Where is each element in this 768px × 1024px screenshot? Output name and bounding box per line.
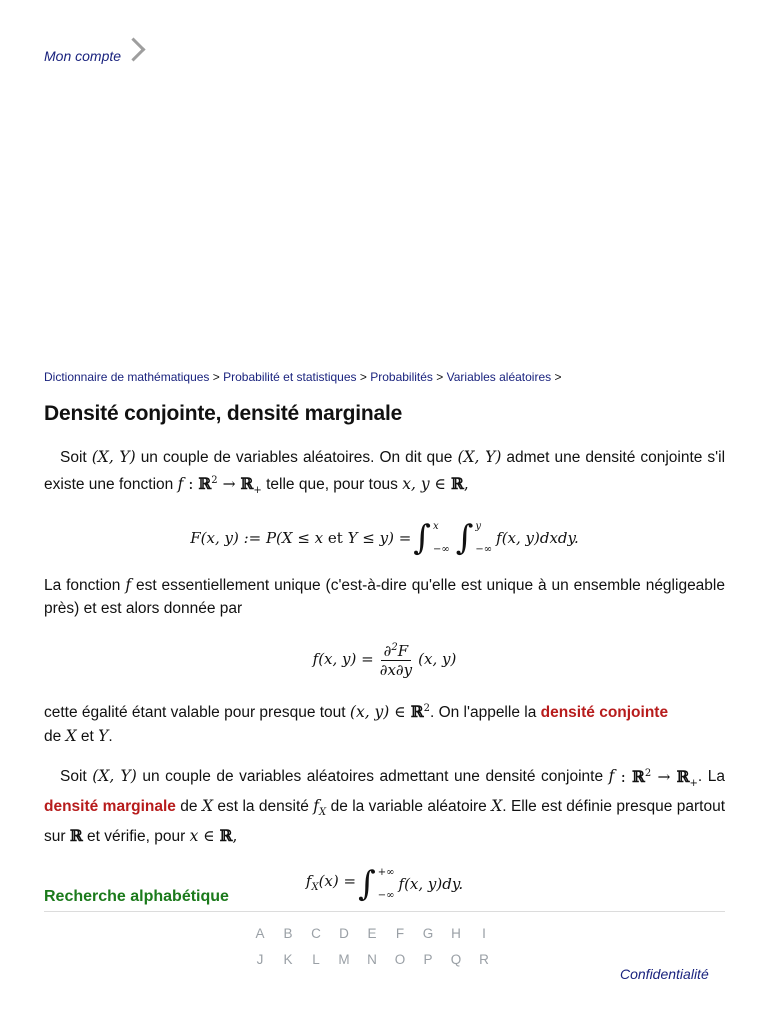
letter-m[interactable]: M [338,952,350,967]
letter-a[interactable]: A [255,926,265,941]
breadcrumb-item-probabilites[interactable]: Probabilités [370,370,433,384]
paragraph-definition: Soit (X, Y) un couple de variables aléatoires. On dit que (X, Y) admet une densité conjointe s'il existe une fonction f : ℝ$^2$ → ℝ$_+$ telle que, pour tous x, y ∈ ℝ, [44,448,726,496]
page-title: Densité conjointe, densité marginale [44,402,403,425]
letter-b[interactable]: B [283,926,293,941]
privacy-link[interactable]: Confidentialité [620,966,709,982]
paragraph-marginal: Soit (X, Y) un couple de variables aléatoires admettant une densité conjointe f : ℝ$^2$ → ℝ$_+$. La densité marginale de X est la densité $f_X$ de la variable aléatoire X. Elle est définie presque partout sur ℝ et vérifie, pour x ∈ ℝ, [44,766,726,845]
letter-k[interactable]: K [283,952,293,967]
letter-j[interactable]: J [256,952,264,967]
letter-p[interactable]: P [423,952,433,967]
divider [44,911,725,912]
letter-q[interactable]: Q [450,952,462,967]
letter-n[interactable]: N [367,952,377,967]
term-densite-marginale: densité marginale [44,798,176,816]
letter-d[interactable]: D [339,926,349,941]
account-link[interactable] [44,48,142,64]
letter-f[interactable]: F [395,926,405,941]
paragraph-joint-density: cette égalité étant valable pour presque tout (x, y) ∈ ℝ$^2$. On l'appelle la densité conjointe de X et Y. [44,702,669,745]
alphabet-index [246,924,494,970]
breadcrumb: Dictionnaire de mathématiques > Probabilité et statistiques > Probabilités > Variables aléatoires > [44,370,562,384]
letter-r[interactable]: R [479,952,489,967]
breadcrumb-item-dictionnaire[interactable]: Dictionnaire de mathématiques [44,370,210,384]
letter-o[interactable]: O [394,952,406,967]
account-label: Mon compte [44,48,122,64]
term-densite-conjointe: densité conjointe [540,704,669,722]
chevron-right-icon [122,37,146,61]
breadcrumb-item-probabilite-statistiques[interactable]: Probabilité et statistiques [223,370,357,384]
letter-e[interactable]: E [367,926,377,941]
letter-g[interactable]: G [422,926,434,941]
letter-h[interactable]: H [451,926,461,941]
breadcrumb-item-variables-aleatoires[interactable]: Variables aléatoires [446,370,552,384]
equation-marginal: $f_X(x)$ = ∫ +∞ −∞ f(x, y)dy. [305,864,464,905]
equation-density: f(x, y) = $\frac{\partial^2F}{\partial x\partial y}$ (x, y) [44,620,725,698]
equation-joint-cdf: F(x, y) := P(X ≤ x et Y ≤ y) = ∫ x −∞ ∫ y −∞ f(x, y)dxdy. [190,518,579,559]
paragraph-uniqueness: La fonction f est essentiellement unique (c'est-à-dire qu'elle est unique à un ensemble négligeable près) et est alors donnée par [44,576,725,617]
letter-c[interactable]: C [311,926,321,941]
letter-i[interactable]: I [482,926,486,941]
article-content [44,446,725,920]
letter-l[interactable]: L [312,952,320,967]
alphabetical-search-title: Recherche alphabétique [44,888,229,905]
